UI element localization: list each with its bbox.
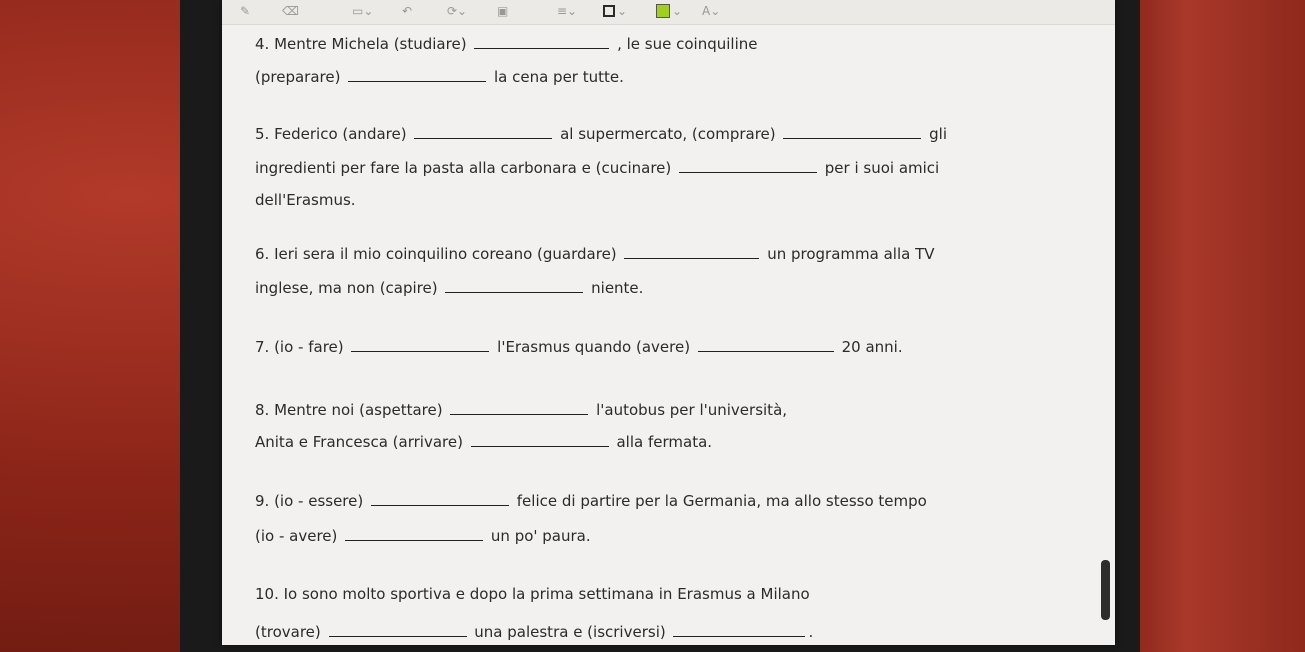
scrollbar[interactable] [1101, 560, 1110, 620]
box-dropdown-icon[interactable]: ⌄ [617, 4, 628, 18]
exercise-5-line-2 [255, 158, 939, 177]
exercise-8-line-2 [255, 432, 712, 451]
pen-icon[interactable]: ✎ [240, 4, 251, 18]
answer-blank[interactable] [679, 158, 817, 173]
exercise-text: 6. Ieri sera il mio coinquilino coreano (guardare) [255, 245, 622, 263]
exercise-text: . [808, 623, 814, 641]
color-dropdown-icon[interactable]: ⌄ [672, 4, 683, 18]
exercise-4-line-1 [255, 34, 757, 53]
exercise-5-line-3 [255, 191, 356, 209]
shape-icon[interactable]: ▭⌄ [352, 4, 374, 18]
exercise-6-line-1 [255, 244, 935, 263]
eraser-icon[interactable]: ⌫ [282, 4, 299, 18]
exercise-10-line-1 [255, 585, 810, 603]
exercise-5-line-1 [255, 124, 947, 143]
exercise-text: 5. Federico (andare) [255, 125, 412, 143]
exercise-text: un po' paura. [486, 527, 591, 545]
exercise-text: ingredienti per fare la pasta alla carbonara e (cucinare) [255, 159, 677, 177]
exercise-text: l'Erasmus quando (avere) [492, 338, 695, 356]
text-icon[interactable]: A⌄ [702, 4, 721, 18]
exercise-text: gli [924, 125, 948, 143]
exercise-7-line-1 [255, 337, 903, 356]
exercise-text: , le sue coinquiline [612, 35, 758, 53]
answer-blank[interactable] [371, 491, 509, 506]
answer-blank[interactable] [345, 526, 483, 541]
exercise-text: inglese, ma non (capire) [255, 279, 443, 297]
image-icon[interactable]: ▣ [497, 4, 509, 18]
exercise-text: Anita e Francesca (arrivare) [255, 433, 468, 451]
exercise-text: 9. (io - essere) [255, 492, 368, 510]
exercise-text: 7. (io - fare) [255, 338, 349, 356]
exercise-text: al supermercato, (comprare) [555, 125, 781, 143]
exercise-text: niente. [586, 279, 644, 297]
answer-blank[interactable] [471, 432, 609, 447]
exercise-text: la cena per tutte. [489, 68, 624, 86]
answer-blank[interactable] [624, 244, 759, 259]
exercise-text: 4. Mentre Michela (studiare) [255, 35, 472, 53]
exercise-text: per i suoi amici [820, 159, 940, 177]
exercise-text: 20 anni. [836, 338, 903, 356]
color-icon[interactable] [656, 4, 670, 18]
exercise-text: una palestra e (iscriversi) [469, 623, 671, 641]
exercise-10-line-2 [255, 622, 813, 641]
exercise-text: l'autobus per l'università, [591, 401, 788, 419]
answer-blank[interactable] [474, 34, 609, 49]
answer-blank[interactable] [414, 124, 552, 139]
lines-icon[interactable]: ≡⌄ [557, 4, 578, 18]
answer-blank[interactable] [673, 622, 805, 637]
exercise-text: un programma alla TV [762, 245, 935, 263]
document-screen [222, 0, 1115, 645]
exercise-text: 10. Io sono molto sportiva e dopo la prima settimana in Erasmus a Milano [255, 585, 810, 603]
lasso-icon[interactable]: ⟳⌄ [447, 4, 468, 18]
exercise-6-line-2 [255, 278, 643, 297]
undo-icon[interactable]: ↶ [402, 4, 413, 18]
exercise-text: 8. Mentre noi (aspettare) [255, 401, 448, 419]
exercise-4-line-2 [255, 67, 624, 86]
exercise-9-line-1 [255, 491, 927, 510]
exercise-text: (io - avere) [255, 527, 343, 545]
drawing-toolbar [222, 0, 1115, 25]
answer-blank[interactable] [329, 622, 467, 637]
exercise-text: (trovare) [255, 623, 326, 641]
exercise-9-line-2 [255, 526, 591, 545]
answer-blank[interactable] [783, 124, 921, 139]
answer-blank[interactable] [698, 337, 834, 352]
answer-blank[interactable] [445, 278, 583, 293]
exercise-text: alla fermata. [611, 433, 713, 451]
answer-blank[interactable] [348, 67, 486, 82]
exercise-text: felice di partire per la Germania, ma allo stesso tempo [512, 492, 927, 510]
box-icon[interactable] [603, 5, 615, 17]
exercise-text: (preparare) [255, 68, 346, 86]
answer-blank[interactable] [450, 400, 588, 415]
exercise-8-line-1 [255, 400, 787, 419]
exercise-text: dell'Erasmus. [255, 191, 356, 209]
answer-blank[interactable] [351, 337, 489, 352]
